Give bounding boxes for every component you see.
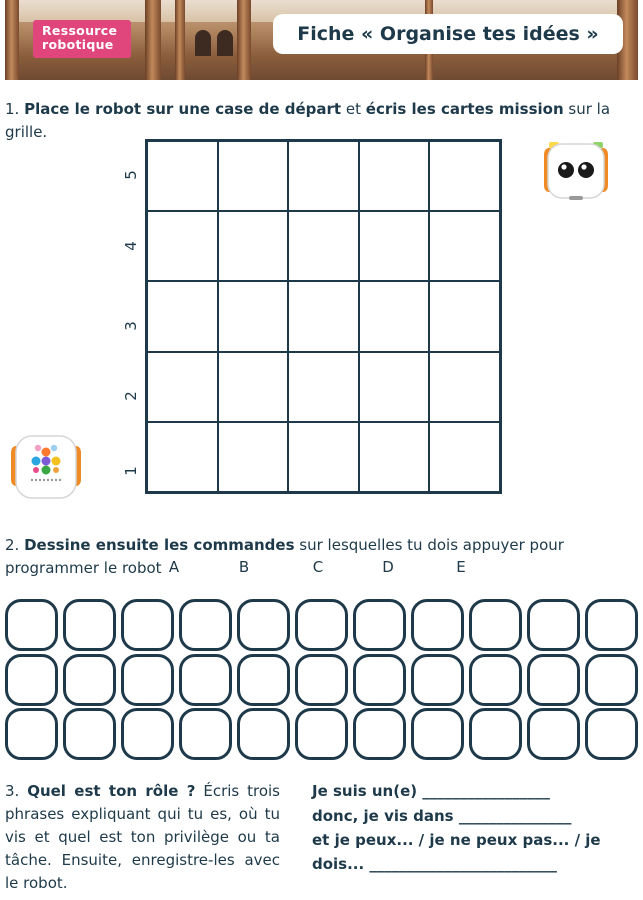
command-box[interactable] xyxy=(295,599,348,651)
grid-cell[interactable] xyxy=(147,141,218,211)
grid-cell[interactable] xyxy=(147,352,218,422)
banner-column xyxy=(175,0,185,80)
grid-cell[interactable] xyxy=(288,281,359,351)
role-line: dois... _________________________ xyxy=(312,855,557,873)
command-box[interactable] xyxy=(5,599,58,651)
question-1-text: sur la grille. xyxy=(5,100,611,141)
banner-arch xyxy=(217,30,233,56)
command-box[interactable] xyxy=(585,654,638,706)
command-box[interactable] xyxy=(469,599,522,651)
command-box[interactable] xyxy=(411,654,464,706)
command-box[interactable] xyxy=(179,708,232,760)
command-box[interactable] xyxy=(5,654,58,706)
command-box[interactable] xyxy=(179,599,232,651)
mission-grid xyxy=(145,139,502,494)
grid-cell[interactable] xyxy=(147,281,218,351)
command-box[interactable] xyxy=(527,654,580,706)
role-line: Je suis un(e) _________________ xyxy=(312,782,550,800)
grid-cell[interactable] xyxy=(147,422,218,492)
robot-front-icon xyxy=(543,138,609,204)
question-2-bold: Dessine ensuite les commandes xyxy=(24,536,295,554)
command-box[interactable] xyxy=(469,654,522,706)
command-box[interactable] xyxy=(237,708,290,760)
question-number: 2. xyxy=(5,536,20,554)
row-label: 5 xyxy=(122,170,140,180)
grid-cell[interactable] xyxy=(147,211,218,281)
banner-column xyxy=(145,0,161,80)
grid-cell[interactable] xyxy=(288,141,359,211)
command-box[interactable] xyxy=(179,654,232,706)
role-line: donc, je vis dans _______________ xyxy=(312,807,572,825)
grid-cell[interactable] xyxy=(359,352,430,422)
command-box[interactable] xyxy=(353,654,406,706)
grid-cell[interactable] xyxy=(359,141,430,211)
robot-back-icon xyxy=(10,432,82,502)
command-box[interactable] xyxy=(237,654,290,706)
command-box[interactable] xyxy=(295,654,348,706)
grid-cell[interactable] xyxy=(359,422,430,492)
grid-cell[interactable] xyxy=(429,352,500,422)
command-box[interactable] xyxy=(585,708,638,760)
command-box[interactable] xyxy=(5,708,58,760)
grid-cell[interactable] xyxy=(218,422,289,492)
resource-badge-line2: robotique xyxy=(42,37,114,52)
question-3-bold: Quel est ton rôle ? xyxy=(27,782,196,800)
row-label: 1 xyxy=(122,466,140,476)
grid-cell[interactable] xyxy=(359,211,430,281)
command-box[interactable] xyxy=(295,708,348,760)
banner-column xyxy=(237,0,251,80)
row-label: 4 xyxy=(122,241,140,251)
grid-cell[interactable] xyxy=(288,422,359,492)
grid-cell[interactable] xyxy=(429,141,500,211)
command-box[interactable] xyxy=(411,708,464,760)
question-1-text: et xyxy=(341,100,366,118)
command-box[interactable] xyxy=(353,599,406,651)
command-row xyxy=(5,599,638,651)
resource-badge-line1: Ressource xyxy=(42,23,118,38)
column-label: C xyxy=(312,558,324,576)
command-box[interactable] xyxy=(585,599,638,651)
column-label: B xyxy=(238,558,250,576)
command-box[interactable] xyxy=(527,708,580,760)
command-box[interactable] xyxy=(63,599,116,651)
question-3 xyxy=(5,780,280,895)
banner-arch xyxy=(195,30,211,56)
grid-cell[interactable] xyxy=(288,352,359,422)
banner-column xyxy=(5,0,19,80)
command-box[interactable] xyxy=(469,708,522,760)
grid-cell[interactable] xyxy=(218,281,289,351)
command-box[interactable] xyxy=(527,599,580,651)
question-1-bold-b: écris les cartes mission xyxy=(365,100,564,118)
question-number: 3. xyxy=(5,782,20,800)
command-box[interactable] xyxy=(353,708,406,760)
question-3-text: Écris trois phrases expliquant qui tu es, où tu vis et quel est ton privilège ou ta tâche. Ensuite, enregistre-les avec le robot. xyxy=(5,782,280,892)
command-box[interactable] xyxy=(411,599,464,651)
column-label: A xyxy=(168,558,180,576)
command-box[interactable] xyxy=(121,599,174,651)
command-box[interactable] xyxy=(121,654,174,706)
command-box[interactable] xyxy=(63,654,116,706)
question-1-bold-a: Place le robot sur une case de départ xyxy=(24,100,342,118)
question-number: 1. xyxy=(5,100,20,118)
grid-cell[interactable] xyxy=(218,141,289,211)
grid-cell[interactable] xyxy=(218,211,289,281)
row-label: 3 xyxy=(122,321,140,331)
grid-cell[interactable] xyxy=(218,352,289,422)
column-label: D xyxy=(382,558,394,576)
command-box[interactable] xyxy=(63,708,116,760)
grid-cell[interactable] xyxy=(359,281,430,351)
command-row xyxy=(5,708,638,760)
page-title: Fiche « Organise tes idées » xyxy=(273,14,623,54)
command-row xyxy=(5,654,638,706)
command-box[interactable] xyxy=(237,599,290,651)
column-label: E xyxy=(456,558,466,576)
role-line: et je peux... / je ne peux pas... / je xyxy=(312,831,601,849)
grid-cell[interactable] xyxy=(288,211,359,281)
command-box[interactable] xyxy=(121,708,174,760)
header-banner xyxy=(5,0,638,80)
question-2-text: sur lesquelles tu dois appuyer pour programmer le robot xyxy=(5,536,564,577)
row-label: 2 xyxy=(122,391,140,401)
grid-cell[interactable] xyxy=(429,422,500,492)
grid-cell[interactable] xyxy=(429,211,500,281)
resource-badge xyxy=(33,20,131,58)
grid-cell[interactable] xyxy=(429,281,500,351)
